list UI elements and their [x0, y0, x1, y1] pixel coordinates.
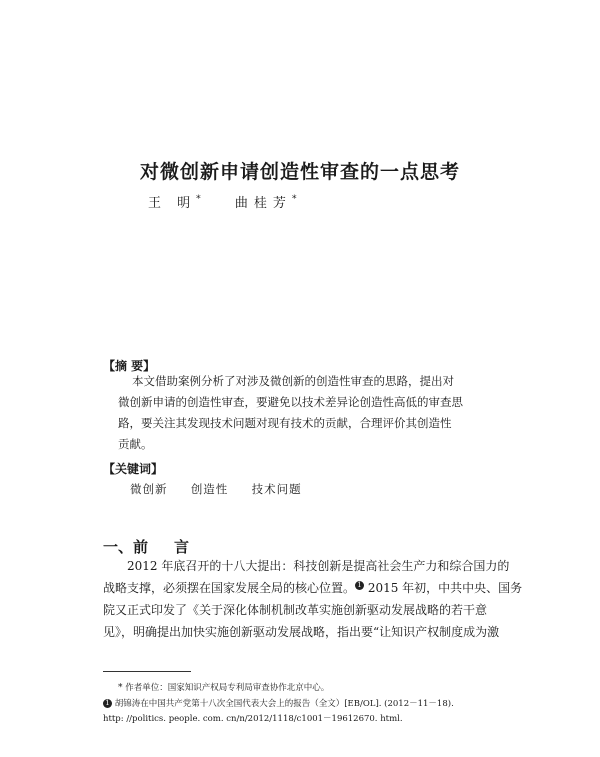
footnote-affiliation: [118, 681, 558, 695]
abstract-line: 路，要关注其发现技术问题对现有技术的贡献，合理评价其创造性: [118, 416, 452, 430]
author-name: 曲桂芳: [234, 196, 292, 211]
abstract-body: [118, 371, 518, 455]
abstract-label: 【摘 要】: [103, 359, 156, 373]
keyword: 创造性: [190, 482, 229, 496]
footnote-1-url: http: //politics. people. com. cn/n/2012/1118/c1001－19612670. html.: [103, 714, 403, 724]
section-number: 一、: [103, 538, 134, 556]
author-name: 王 明: [148, 196, 197, 211]
abstract-line: 本文借助案例分析了对涉及微创新的创造性审查的思路，提出对: [132, 374, 454, 388]
footnote-ref: 1: [355, 581, 364, 590]
author-line: [148, 192, 296, 211]
body-line: 院又正式印发了《关于深化体制机制改革实施创新驱动发展战略的若干意: [103, 603, 488, 617]
section-title-part: 前: [133, 538, 149, 556]
abstract-line: 微创新申请的创造性审查，要避免以技术差异论创造性高低的审查思: [118, 395, 463, 409]
author-marker: *: [291, 194, 297, 205]
footnote-1: [103, 697, 563, 711]
body-line: 2012 年底召开的十八大提出：科技创新是提高社会生产力和综合国力的: [127, 559, 510, 573]
section-heading: [103, 536, 189, 557]
paper-title: 对微创新申请创造性审查的一点思考: [139, 161, 460, 183]
body-text-segment: 战略支撑，必须摆在国家发展全局的核心位置。: [103, 581, 356, 595]
abstract-line: 贡献。: [118, 437, 153, 451]
body-paragraph: [103, 555, 535, 643]
body-line: [103, 577, 535, 599]
footnote-text: 胡锦涛在中国共产党第十八次全国代表大会上的报告（全文）[EB/OL]. (2012－11－18).: [114, 699, 454, 709]
footnote-divider: [103, 671, 191, 672]
footnote-text: 作者单位：国家知识产权局专利局审查协作北京中心。: [125, 683, 330, 693]
keywords-label: 【关键词】: [103, 462, 164, 476]
footnote-marker: *: [118, 683, 123, 693]
section-title-part: 言: [174, 538, 190, 556]
author-marker: *: [196, 194, 201, 205]
body-line: 见》，明确提出加快实施创新驱动发展战略，指出要“让知识产权制度成为激: [103, 625, 500, 639]
body-text-segment: 2015 年初，中共中央、国务: [364, 581, 523, 595]
keyword: 微创新: [130, 482, 168, 496]
footnote-marker: 1: [103, 699, 112, 708]
keyword: 技术问题: [251, 482, 302, 496]
keywords-list: [130, 481, 302, 497]
